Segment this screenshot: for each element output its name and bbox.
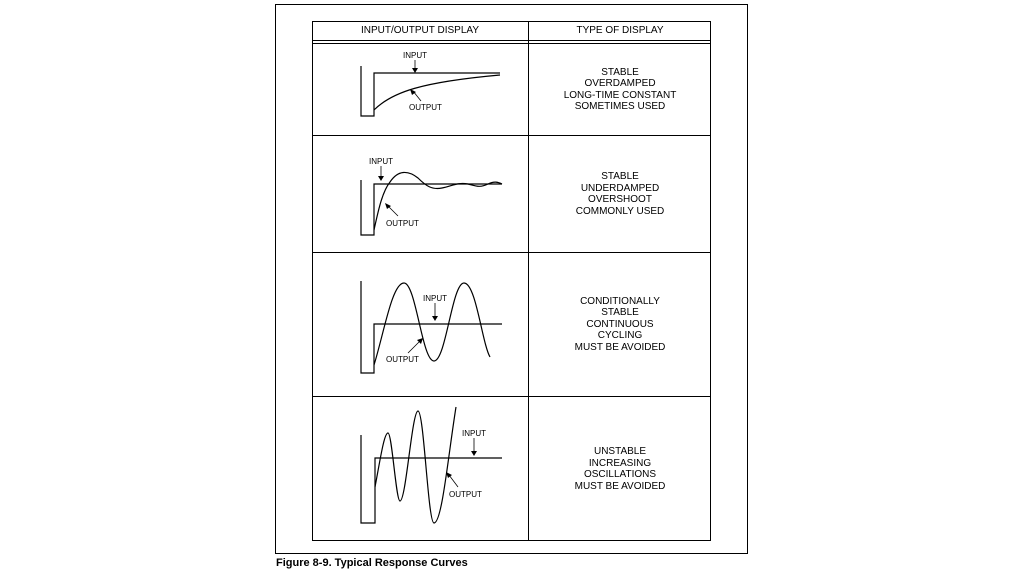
continuous-cycling-diagram — [312, 253, 528, 396]
output-label: OUTPUT — [449, 490, 482, 499]
header-input-output-display: INPUT/OUTPUT DISPLAY — [361, 25, 479, 36]
description-line: CYCLING — [597, 330, 643, 342]
overdamped-response-diagram — [312, 44, 528, 135]
figure-caption: Figure 8-9. Typical Response Curves — [276, 557, 468, 569]
description-row-1 — [529, 44, 711, 135]
description-line: CONTINUOUS — [586, 318, 654, 330]
description-line: MUST BE AVOIDED — [574, 480, 666, 492]
output-arrow — [408, 341, 420, 353]
input-arrow-head — [378, 176, 384, 181]
description-line: OSCILLATIONS — [583, 469, 657, 480]
description-line: LONG-TIME CONSTANT — [563, 89, 677, 101]
unstable-oscillation-diagram — [312, 397, 528, 541]
description-line: MUST BE AVOIDED — [574, 341, 666, 353]
description-line: STABLE — [601, 171, 639, 182]
output-arrow-head — [446, 472, 452, 478]
description-line: SOMETIMES USED — [574, 101, 666, 112]
description-line: CONDITIONALLY — [580, 295, 660, 307]
description-row-2 — [529, 136, 711, 252]
header-type-of-display: TYPE OF DISPLAY — [576, 25, 664, 36]
description-line: OVERSHOOT — [588, 194, 652, 205]
input-label: INPUT — [462, 429, 486, 438]
input-label: INPUT — [423, 294, 447, 303]
description-line: OVERDAMPED — [584, 78, 656, 89]
description-line: COMMONLY USED — [575, 205, 665, 217]
description-line: INCREASING — [588, 457, 652, 469]
description-line: UNSTABLE — [593, 446, 647, 457]
output-label: OUTPUT — [409, 103, 442, 112]
input-label: INPUT — [369, 157, 393, 166]
input-arrow-head — [412, 68, 418, 73]
description-line: STABLE — [601, 66, 639, 78]
output-label: OUTPUT — [386, 219, 419, 228]
input-arrow-head — [471, 451, 477, 456]
underdamped-response-diagram — [312, 136, 528, 252]
input-label: INPUT — [403, 51, 427, 60]
output-arrow — [449, 475, 458, 487]
description-line: STABLE — [601, 307, 639, 319]
description-row-4 — [529, 397, 711, 541]
output-curve — [375, 407, 456, 523]
description-line: UNDERDAMPED — [580, 182, 660, 194]
input-arrow-head — [432, 316, 438, 321]
description-row-3 — [529, 253, 711, 396]
output-label: OUTPUT — [386, 355, 419, 364]
output-arrow — [388, 206, 398, 216]
